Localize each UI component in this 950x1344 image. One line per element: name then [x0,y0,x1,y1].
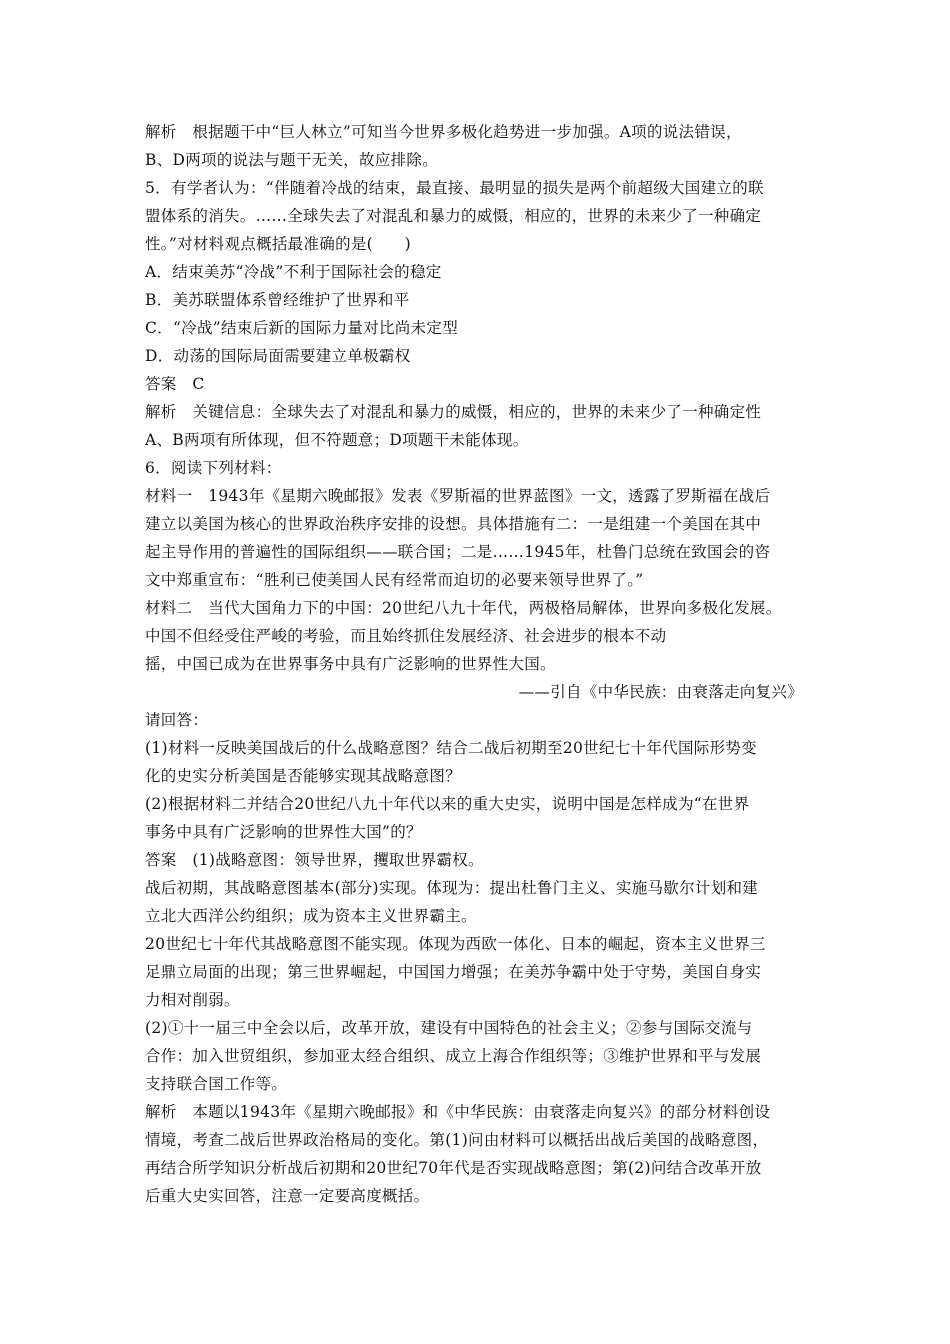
text-line: 力相对削弱。 [145,991,240,1009]
text-line: 支持联合国工作等。 [145,1075,288,1093]
text-line: 情境，考查二战后世界政治格局的变化。第(1)问由材料可以概括出战后美国的战略意图， [145,1131,769,1149]
text-line: 足鼎立局面的出现；第三世界崛起，中国国力增强；在美苏争霸中处于守势，美国自身实 [145,963,762,981]
option-a: A．结束美苏“冷战”不利于国际社会的稳定 [145,263,442,281]
text-line: 化的史实分析美国是否能够实现其战略意图？ [145,767,462,785]
text-line: B、D两项的说法与题干无关，故应排除。 [145,151,439,169]
text-line: 中国不但经受住严峻的考验，而且始终抓住发展经济、社会进步的根本不动 [145,627,667,645]
citation: ——引自《中华民族：由衰落走向复兴》 [518,683,803,701]
analysis-line: 解析 本题以1943年《星期六晚邮报》和《中华民族：由衰落走向复兴》的部分材料创设 [145,1103,771,1121]
text-line: A、B两项有所体现，但不符题意；D项题干未能体现。 [145,431,529,449]
text-line: 立北大西洋公约组织；成为资本主义世界霸主。 [145,907,477,925]
option-b: B．美苏联盟体系曾经维护了世界和平 [145,291,410,309]
text-line: 20世纪七十年代其战略意图不能实现。体现为西欧一体化、日本的崛起，资本主义世界三 [145,935,766,953]
text-line: 后重大史实回答，注意一定要高度概括。 [145,1187,430,1205]
text-line: 解析 根据题干中“巨人林立”可知当今世界多极化趋势进一步加强。A项的说法错误， [145,123,742,141]
answer-line: 答案 (1)战略意图：领导世界，攫取世界霸权。 [145,851,484,869]
question-6-stem: 6．阅读下列材料： [145,459,282,477]
text-line: 合作：加入世贸组织，参加亚太经合组织、成立上海合作组织等；③维护世界和平与发展 [145,1047,762,1065]
text-line: 性。”对材料观点概括最准确的是( ) [145,235,411,253]
text-line: 盟体系的消失。……全球失去了对混乱和暴力的威慑，相应的，世界的未来少了一种确定 [145,207,762,225]
material-2: 材料二 当代大国角力下的中国：20世纪八九十年代，两极格局解体，世界向多极化发展。 [145,599,782,617]
answer-line: 答案 C [145,375,205,393]
option-d: D．动荡的国际局面需要建立单极霸权 [145,347,411,365]
text-line: 建立以美国为核心的世界政治秩序安排的设想。具体措施有二：一是组建一个美国在其中 [145,515,762,533]
prompt-line: 请回答： [145,711,209,729]
document-page [145,118,815,1210]
text-line: (2)①十一届三中全会以后，改革开放，建设有中国特色的社会主义；②参与国际交流与 [145,1019,753,1037]
question-5-stem: 5．有学者认为：“伴随着冷战的结束，最直接、最明显的损失是两个前超级大国建立的联 [145,179,764,197]
text-line: 再结合所学知识分析战后初期和20世纪70年代是否实现战略意图；第(2)问结合改革开放 [145,1159,762,1177]
text-line: 事务中具有广泛影响的世界性大国”的？ [145,823,422,841]
text-line: 摇，中国已成为在世界事务中具有广泛影响的世界性大国。 [145,655,556,673]
text-line: 起主导作用的普遍性的国际组织——联合国；二是……1945年，杜鲁门总统在致国会的咨 [145,543,771,561]
material-1: 材料一 1943年《星期六晚邮报》发表《罗斯福的世界蓝图》一文，透露了罗斯福在战后 [145,487,771,505]
sub-question-2: (2)根据材料二并结合20世纪八九十年代以来的重大史实，说明中国是怎样成为“在世界 [145,795,750,813]
sub-question-1: (1)材料一反映美国战后的什么战略意图？结合二战后初期至20世纪七十年代国际形势变 [145,739,757,757]
analysis-line: 解析 关键信息：全球失去了对混乱和暴力的威慑，相应的，世界的未来少了一种确定性 [145,403,762,421]
text-line: 战后初期，其战略意图基本(部分)实现。体现为：提出杜鲁门主义、实施马歇尔计划和建 [145,879,759,897]
option-c: C．“冷战”结束后新的国际力量对比尚未定型 [145,319,459,337]
text-line: 文中郑重宣布：“胜利已使美国人民有经常而迫切的必要来领导世界了。” [145,571,644,589]
